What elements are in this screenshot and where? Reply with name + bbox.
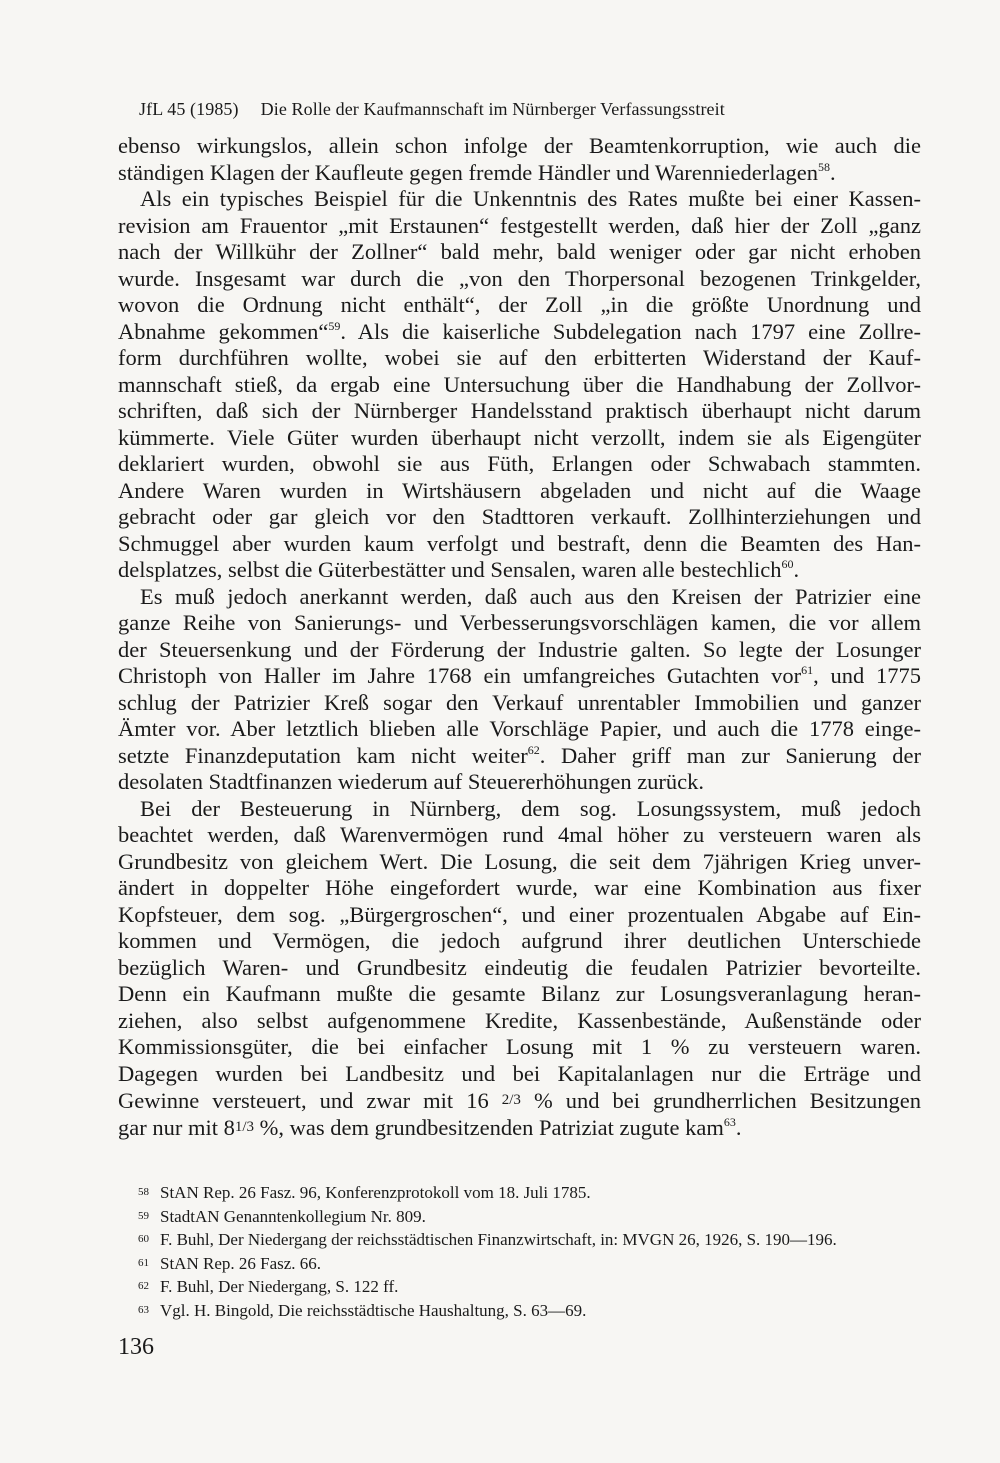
text-line: Gewinne versteuert, und zwar mit 16 2/3 % und bei grundherrlichen Besitzungen	[118, 1088, 922, 1113]
footnote-number: 59	[138, 1209, 149, 1222]
paragraph-start-line: Es muß jedoch anerkannt werden, daß auch aus den Kreisen der Patrizier eine	[140, 583, 921, 609]
text-line: der Steuersenkung und der Förderung der Industrie galten. So legte der Losunger	[118, 636, 921, 662]
footnote	[138, 1252, 928, 1276]
footnote-text: F. Buhl, Der Niedergang der reichsstädtischen Finanzwirtschaft, in: MVGN 26, 1926, S. 190—196.	[160, 1230, 837, 1250]
footnote-text: StAN Rep. 26 Fasz. 66.	[160, 1253, 322, 1273]
footnote-ref: 61	[801, 663, 814, 677]
text-line: Denn ein Kaufmann mußte die gesamte Bilanz zur Losungsveranlagung heran-	[118, 981, 921, 1006]
paragraph-start-line: Als ein typisches Beispiel für die Unkenntnis des Rates mußte bei einer Kassen-	[140, 186, 921, 211]
text-line: Schmuggel aber wurden kaum verfolgt und bestraft, denn die Beamten des Han-	[118, 530, 921, 556]
body-text	[118, 133, 921, 1140]
text-line: ebenso wirkungslos, allein schon infolge der Beamtenkorruption, wie auch die	[118, 133, 921, 158]
text-line: nach der Willkühr der Zollner“ bald mehr, bald weniger oder gar nicht erhoben	[118, 239, 921, 264]
text-line: schlug der Patrizier Kreß sogar den Verkauf unrentabler Immobilien und ganzer	[118, 689, 921, 715]
text-line: Andere Waren wurden in Wirtshäusern abgeladen und nicht auf die Waage	[118, 477, 921, 503]
text-line: setzte Finanzdeputation kam nicht weiter$^{62}$. Daher griff man zur Sanierung der	[118, 742, 921, 768]
footnotes	[138, 1181, 928, 1323]
fraction: 2/3	[501, 1092, 521, 1108]
text-line: gar nur mit 81/3 %, was dem grundbesitzenden Patriziat zugute kam$^{63}$.	[118, 1114, 742, 1140]
text-line: Christoph von Haller im Jahre 1768 ein umfangreiches Gutachten vor$^{61}$, und 1775	[118, 663, 921, 688]
text-line: beachtet werden, daß Warenvermögen rund 4mal höher zu versteuern waren als	[118, 822, 921, 847]
footnote-text: StadtAN Genanntenkollegium Nr. 809.	[160, 1206, 426, 1226]
text-line: form durchführen wollte, wobei sie auf den erbitterten Widerstand der Kauf-	[118, 345, 921, 370]
footnote-ref: 62	[527, 742, 540, 757]
page-number: 136	[118, 1334, 154, 1360]
footnote-number: 62	[138, 1280, 149, 1293]
paragraph-start-line: Bei der Besteuerung in Nürnberg, dem sog. Losungssystem, muß jedoch	[140, 795, 921, 821]
journal-reference: JfL 45 (1985)	[139, 99, 239, 119]
text-line: kümmerte. Viele Güter wurden überhaupt nicht verzollt, indem sie als Eigengüter	[118, 424, 921, 450]
footnote-number: 61	[138, 1256, 149, 1269]
text-line: Grundbesitz von gleichem Wert. Die Losung, die seit dem 7jährigen Krieg unver-	[118, 848, 921, 874]
text-line: ständigen Klagen der Kaufleute gegen fremde Händler und Warenniederlagen$^{58}$.	[118, 159, 836, 185]
footnote	[138, 1275, 928, 1299]
footnote-text: Vgl. H. Bingold, Die reichsstädtische Haushaltung, S. 63—69.	[160, 1300, 587, 1320]
text-line: ändert in doppelter Höhe eingefordert wurde, war eine Kombination aus fixer	[118, 875, 921, 900]
text-line: Ämter vor. Aber letztlich blieben alle Vorschläge Papier, und auch die 1778 einge-	[118, 716, 921, 741]
text-line: Kopfsteuer, dem sog. „Bürgergroschen“, und einer prozentualen Abgabe auf Ein-	[118, 901, 921, 927]
text-line: kommen und Vermögen, die jedoch aufgrund ihrer deutlichen Unterschiede	[118, 928, 921, 953]
running-head	[139, 99, 725, 120]
text-line: Abnahme gekommen“$^{59}$. Als die kaiserliche Subdelegation nach 1797 eine Zollre-	[118, 318, 922, 344]
footnote-ref: 58	[817, 159, 830, 174]
text-line: bezüglich Waren- und Grundbesitz eindeutig die feudalen Patrizier bevorteilte.	[118, 954, 921, 980]
footnote	[138, 1299, 928, 1323]
text-line: deklariert wurden, obwohl sie aus Füth, Erlangen oder Schwabach stammten.	[118, 451, 921, 476]
text-line: revision am Frauentor „mit Erstaunen“ festgestellt werden, daß hier der Zoll „ganz	[118, 212, 921, 238]
text-line: Dagegen wurden bei Landbesitz und bei Kapitalanlagen nur die Erträge und	[118, 1060, 921, 1086]
text-line: delsplatzes, selbst die Güterbestätter und Sensalen, waren alle bestechlich$^{60}$.	[118, 557, 800, 582]
text-line: wovon die Ordnung nicht enthält“, der Zoll „in die größte Unordnung und	[118, 292, 921, 317]
footnote-number: 63	[138, 1303, 149, 1316]
footnote-ref: 60	[781, 557, 794, 571]
running-head-title: Die Rolle der Kaufmannschaft im Nürnberger Verfassungsstreit	[260, 99, 725, 119]
footnote	[138, 1205, 928, 1229]
footnote-number: 60	[138, 1233, 149, 1246]
footnote-text: F. Buhl, Der Niedergang, S. 122 ff.	[160, 1277, 399, 1297]
text-line: mannschaft stieß, da ergab eine Untersuchung über die Handhabung der Zollvor-	[118, 371, 921, 397]
text-line: schriften, daß sich der Nürnberger Handelsstand praktisch überhaupt nicht darum	[118, 398, 921, 423]
text-line: ziehen, also selbst aufgenommene Kredite, Kassenbestände, Außenstände oder	[118, 1007, 921, 1033]
footnote	[138, 1228, 928, 1252]
fraction: 1/3	[234, 1118, 255, 1135]
footnote-ref: 63	[723, 1114, 736, 1129]
footnote-ref: 59	[328, 318, 341, 333]
text-line: Kommissionsgüter, die bei einfacher Losung mit 1 % zu versteuern waren.	[118, 1034, 921, 1059]
footnote-text: StAN Rep. 26 Fasz. 96, Konferenzprotokoll vom 18. Juli 1785.	[160, 1183, 591, 1202]
text-line: ganze Reihe von Sanierungs- und Verbesserungsvorschlägen kamen, die vor allem	[118, 610, 921, 635]
footnote-number: 58	[138, 1186, 149, 1198]
text-line: gebracht oder gar gleich vor den Stadttoren verkauft. Zollhinterziehungen und	[118, 504, 921, 529]
text-line: wurde. Insgesamt war durch die „von den Thorpersonal bezogenen Trinkgelder,	[118, 265, 921, 291]
text-line: desolaten Stadtfinanzen wiederum auf Steuererhöhungen zurück.	[118, 769, 705, 794]
footnote	[138, 1181, 928, 1205]
